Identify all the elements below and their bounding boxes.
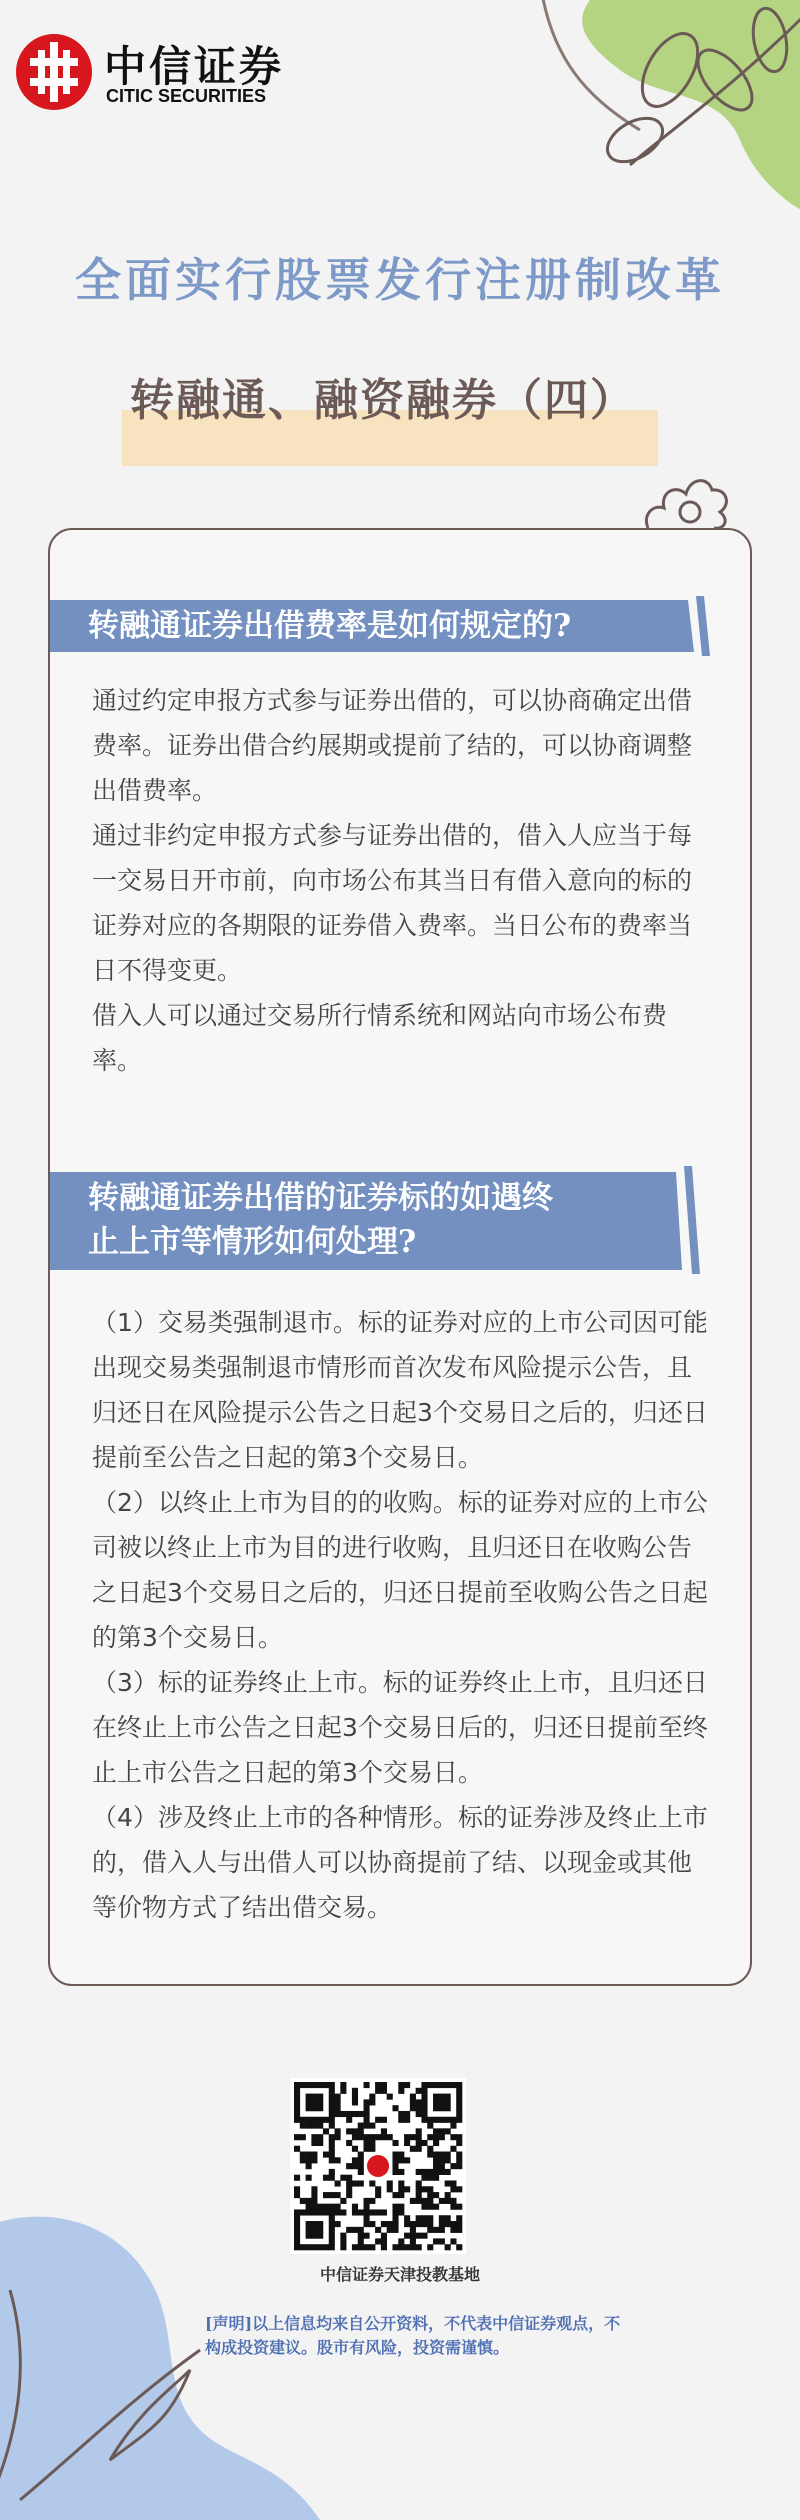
answer-2 <box>92 1300 712 1930</box>
answer-2-paragraph: （1）交易类强制退市。标的证券对应的上市公司因可能出现交易类强制退市情形而首次发布风险提示公告，且归还日在风险提示公告之日起3个交易日之后的，归还日提前至公告之日起的第3个交易日。 <box>92 1308 708 1472</box>
brand-logo <box>14 32 314 112</box>
bar-stripe-icon <box>676 596 716 656</box>
answer-1-paragraph: 借入人可以通过交易所行情系统和网站向市场公布费率。 <box>92 1001 668 1075</box>
question-2-line: 转融通证券出借的证券标的如遇终 <box>88 1180 553 1216</box>
page-title: 全面实行股票发行注册制改革 <box>75 253 725 307</box>
brand-name-en: CITIC SECURITIES <box>106 86 267 106</box>
question-bar-2 <box>50 1166 710 1274</box>
question-2-line: 止上市等情形如何处理? <box>88 1224 417 1260</box>
qr-code-icon <box>290 2078 466 2254</box>
brand-name-cn: 中信证券 <box>104 42 285 91</box>
citic-logo-icon <box>14 32 94 112</box>
blue-leaf-decoration-icon <box>0 2200 320 2520</box>
green-leaf-decoration-icon <box>520 0 800 240</box>
page-subtitle: 转融通、融资融券（四） <box>130 375 636 426</box>
bar-stripe-icon <box>662 1166 706 1274</box>
question-2 <box>88 1176 553 1264</box>
answer-2-paragraph: （2）以终止上市为目的的收购。标的证券对应的上市公司被以终止上市为目的进行收购，且归还日在收购公告之日起3个交易日之后的，归还日提前至收购公告之日起的第3个交易日。 <box>92 1488 708 1652</box>
answer-2-paragraph: （3）标的证券终止上市。标的证券终止上市，且归还日在终止上市公告之日起3个交易日后的，归还日提前至终止上市公告之日起的第3个交易日。 <box>92 1668 708 1787</box>
answer-2-paragraph: （4）涉及终止上市的各种情形。标的证券涉及终止上市的，借入人与出借人可以协商提前了结、以现金或其他等价物方式了结出借交易。 <box>92 1803 708 1922</box>
answer-1-paragraph: 通过约定申报方式参与证券出借的，可以协商确定出借费率。证券出借合约展期或提前了结的，可以协商调整出借费率。 <box>92 686 693 805</box>
content-card <box>48 528 752 1986</box>
flower-doodle-icon <box>640 462 730 532</box>
question-bar-1 <box>50 596 710 656</box>
question-1: 转融通证券出借费率是如何规定的? <box>88 608 572 644</box>
disclaimer: [声明]以上信息均来自公开资料，不代表中信证券观点，不构成投资建议。股市有风险，投资需谨慎。 <box>205 2314 621 2357</box>
answer-1-paragraph: 通过非约定申报方式参与证券出借的，借入人应当于每一交易日开市前，向市场公布其当日有借入意向的标的证券对应的各期限的证券借入费率。当日公布的费率当日不得变更。 <box>92 821 693 985</box>
qr-caption: 中信证券天津投教基地 <box>319 2265 480 2284</box>
answer-1 <box>92 678 712 1083</box>
